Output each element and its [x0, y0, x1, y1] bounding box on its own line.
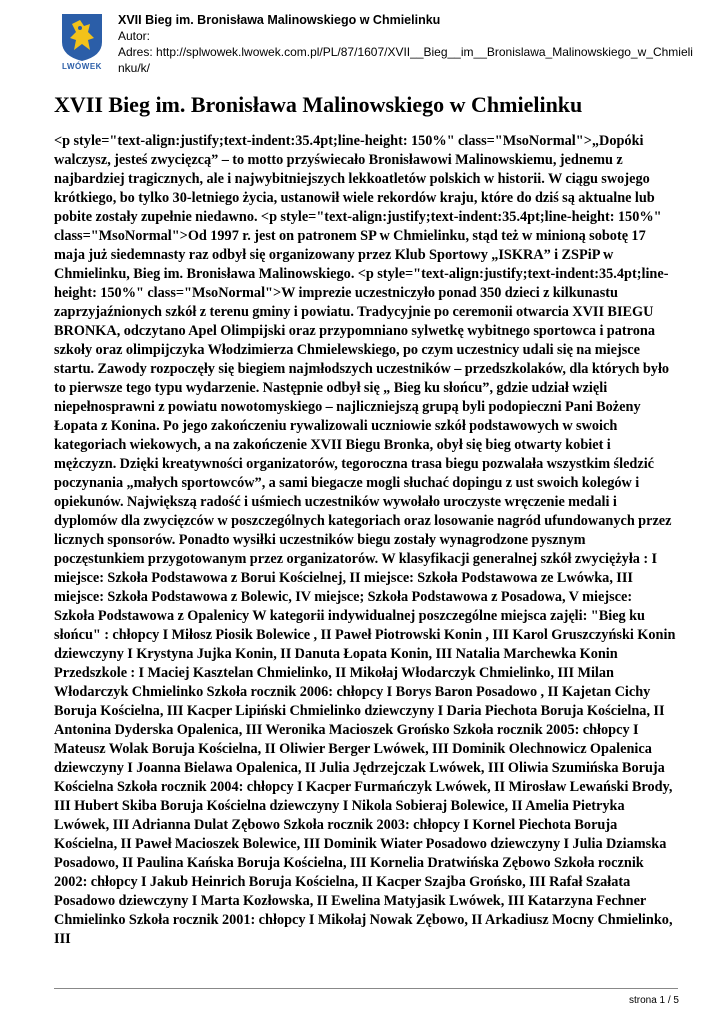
footer-divider — [54, 988, 678, 989]
article-body: <p style="text-align:justify;text-indent:35.4pt;line-height: 150%" class="MsoNormal">„Dopóki walczysz, jesteś zwycięzcą” – to motto przyświecało Bronisławowi Malinowskiemu, jednemu z najbardziej tragicznych, ale i najwybitniejszych lekkoatletów polskich w historii. W ciągu swojego krótkiego, bo tylko 30-letniego życia, ustanowił wiele rekordów kraju, które do dziś są aktualne lub pobite zostały zupełnie niedawno. <p style="text-align:justify;text-indent:35.4pt;line-height: 150%" class="MsoNormal">Od 1997 r. jest on patronem SP w Chmielinku, stąd też w minioną sobotę 17 maja już siedemnasty raz odbył się organizowany przez Klub Sportowy „ISKRA” i ZSPiP w Chmielinku, Bieg im. Bronisława Malinowskiego. <p style="text-align:justify;text-indent:35.4pt;line-height: 150%" class="MsoNormal">W imprezie uczestniczyło ponad 350 dzieci z kilkunastu zaprzyjaźnionych szkół z terenu gminy i powiatu. Tradycyjnie po ceremonii otwarcia XVII BIEGU BRONKA, odczytano Apel Olimpijski oraz przypomniano sylwetkę wybitnego sportowca i patrona szkoły oraz olimpijczyka Włodzimierza Chmielewskiego, po czym uczestnicy udali się na miejsce startu. Zawody rozpoczęły się biegiem najmłodszych uczestników – przedszkolaków, dla których było to pierwsze tego typu wydarzenie. Następnie odbył się „ Bieg ku słońcu”, gdzie udział wzięli niepełnosprawni z powiatu nowotomyskiego – najliczniejszą grupą byli podopieczni Pani Bożeny Łopata z Konina. Po jego zakończeniu rywalizowali uczniowie szkół podstawowych w swoich kategoriach wiekowych, a na zakończenie XVII Biegu Bronka, obył się bieg otwarty kobiet i mężczyzn. Dzięki kreatywności organizatorów, tegoroczna trasa biegu pozwalała wszystkim śledzić poczynania „małych sportowców”, a sami biegacze mogli słuchać dopingu z ust swoich kolegów i opiekunów. Największą radość i uśmiech uczestników wywołało uroczyste wręczenie medali i dyplomów dla zwycięzców w poszczególnych kategoriach oraz losowanie nagród ufundowanych przez licznych sponsorów. Ponadto wysiłki uczestników biegu zostały wynagrodzone pysznym poczęstunkiem przygotowanym przez organizatorów. W klasyfikacji generalnej szkół zwyciężyła : I miejsce: Szkoła Podstawowa z Borui Kościelnej, II miejsce: Szkoła Podstawowa ze Lwówka, III miejsce: Szkoła Podstawowa z Bolewic, IV miejsce; Szkoła Podstawowa z Posadowa, V miejsce: Szkoła Podstawowa z Opalenicy W kategorii indywidualnej poszczególne miejsca zajęli: "Bieg ku słońcu" : chłopcy I Miłosz Piosik Bolewice , II Paweł Piotrowski Konin , III Karol Gruszczyński Konin dziewczyny I Krystyna Jujka Konin, II Danuta Łopata Konin, III Natalia Marchewka Konin Przedszkole : I Maciej Kasztelan Chmielinko, II Mikołaj Włodarczyk Chmielinko, III Milan Włodarczyk Chmielinko Szkoła rocznik 2006: chłopcy I Borys Baron Posadowo , II Kajetan Cichy Boruja Kościelna, III Kacper Lipiński Chmielinko dziewczyny I Daria Piechota Boruja Kościelna, II Antonina Dyderska Opalenica, III Weronika Macioszek Grońsko Szkoła rocznik 2005: chłopcy I Mateusz Wolak Boruja Kościelna, II Oliwier Berger Lwówek, III Dominik Olechnowicz Opalenica dziewczyny I Joanna Bielawa Opalenica, II Julia Jędrzejczak Lwówek, III Oliwia Szumińska Boruja Kościelna Szkoła rocznik 2004: chłopcy I Kacper Furmańczyk Lwówek, II Mirosław Lewański Brody, III Hubert Skiba Boruja Kościelna dziewczyny I Nikola Sobieraj Bolewice, II Amelia Pietryka Lwówek, III Adrianna Dulat Zębowo Szkoła rocznik 2003: chłopcy I Kornel Piechota Boruja Kościelna, II Paweł Macioszek Bolewice, III Dominik Wiater Posadowo dziewczyny I Julia Dziamska Posadowo, II Paulina Kańska Boruja Kościelna, III Kornelia Dratwińska Zębowo Szkoła rocznik 2002: chłopcy I Jakub Heinrich Boruja Kościelna, II Kacper Szajba Grońsko, III Rafał Szałata Posadowo dziewczyny I Marta Kozłowska, II Ewelina Matyjasik Lwówek, III Katarzyna Fechner Chmielinko Szkoła rocznik 2001: chłopcy I Mikołaj Nowak Zębowo, II Arkadiusz Mocny Chmielinko, III — [54, 133, 676, 947]
source-address: Adres: http://splwowek.lwowek.com.pl/PL/87/1607/XVII__Bieg__im__Bronislawa_Malinowskiego_w_Chmielinku/k/ — [118, 45, 693, 75]
page-number: strona 1 / 5 — [628, 995, 679, 1006]
header-title: XVII Bieg im. Bronisława Malinowskiego w Chmielinku — [118, 13, 441, 27]
logo-text: LWÓWEK — [62, 62, 102, 71]
lwowek-coat-of-arms-logo — [54, 12, 110, 74]
article-title: XVII Bieg im. Bronisława Malinowskiego w Chmielinku — [54, 92, 583, 117]
document-header — [54, 12, 694, 78]
document-meta — [118, 12, 698, 76]
author-label: Autor: — [118, 29, 151, 43]
